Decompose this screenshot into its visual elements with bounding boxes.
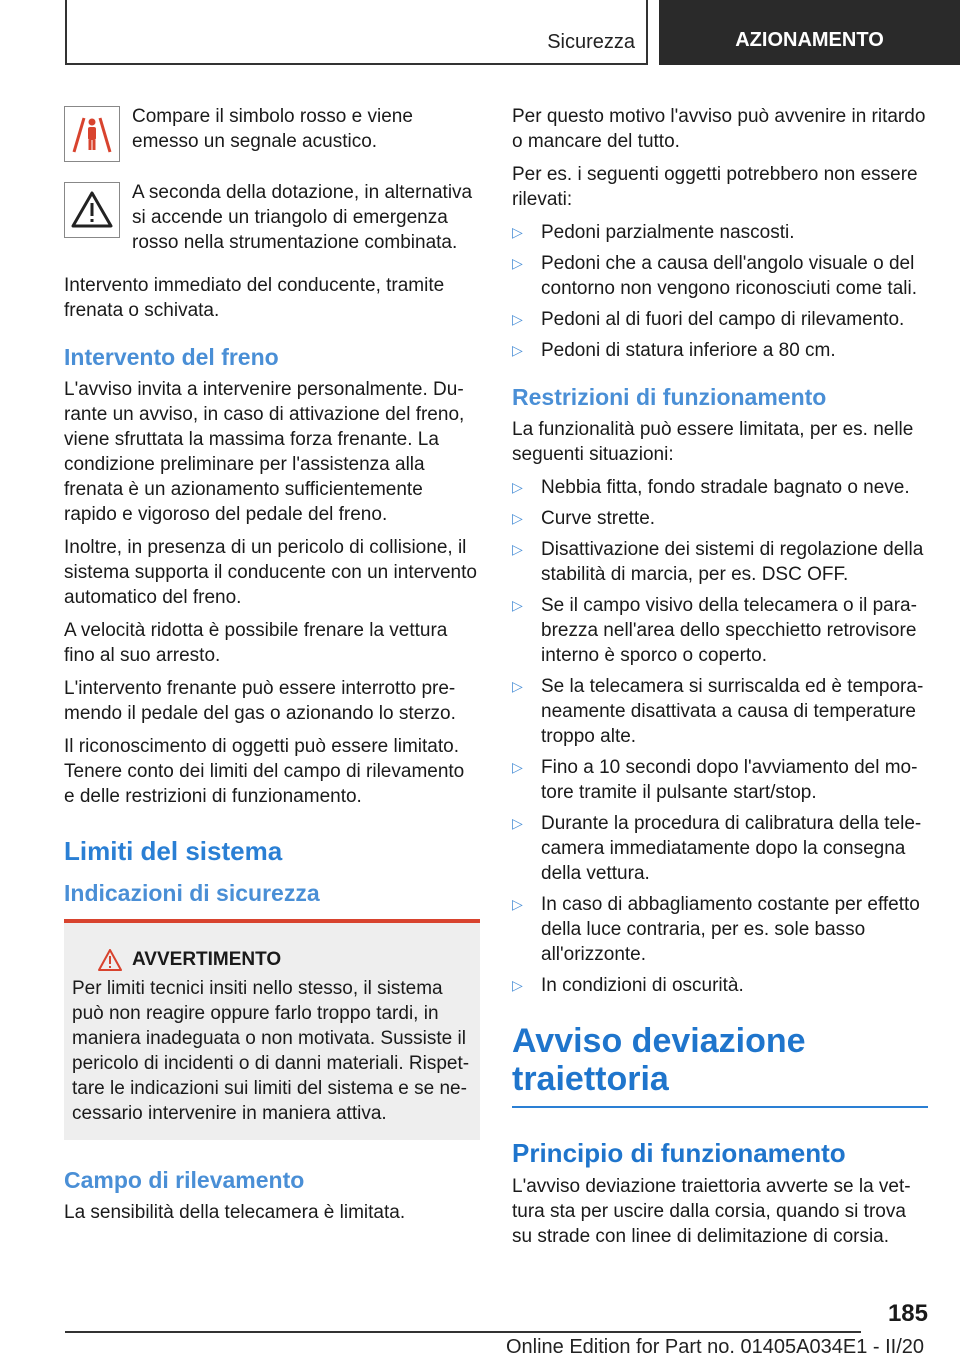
warning-small-icon (98, 949, 122, 971)
freno-paragraph-3: A velocità ridotta è possibile frenare la vettura fino al suo arresto. (64, 620, 448, 666)
triangle-bullet-icon: ▷ (512, 597, 523, 613)
header-underline (65, 63, 648, 65)
undetected-objects-list (512, 220, 928, 363)
warning-title-row (98, 947, 470, 972)
header-chapter-tab: AZIONAMENTO (659, 0, 960, 65)
pedestrian-warning-row (64, 104, 480, 162)
right-paragraph-2: Per es. i seguenti oggetti potrebbero non essere rilevati: (512, 164, 918, 210)
freno-paragraph-1: L'avviso invita a intervenire personalmente. Durante un avviso, in caso di attivazione del freno, viene sfruttata la massima forza frenante. La condizione preliminare per l'assistenza alla frenata è un azionamento sufficientemente rapido e vigoroso del pedale del freno. (64, 379, 465, 525)
heading-principio: Principio di funzionamento (512, 1138, 846, 1168)
triangle-bullet-icon: ▷ (512, 678, 523, 694)
icon2-text: A seconda della dotazione, in alternativa si accende un triangolo di emergenza rosso nella strumentazione combinata. (132, 182, 473, 253)
heading-rule (512, 1106, 928, 1108)
warning-text: Per limiti tecnici insiti nello stesso, il sistema può non reagire oppure farlo troppo tardi, in maniera inadeguata o non motivata. Sussiste il pericolo di incidenti o di danni materiali. Rispettare le indicazioni sui limiti del sistema e se necessario intervenire in maniera attiva. (72, 978, 470, 1124)
footer-edition: Online Edition for Part no. 01405A034E1 - II/20 (505, 1336, 924, 1358)
list-item: ▷ Se la telecamera si surriscalda ed è temporaneamente disattivata a causa di temperature troppo alte. (512, 676, 924, 747)
list-item: ▷ In condizioni di oscurità. (512, 975, 744, 996)
list-item: ▷ Curve strette. (512, 508, 656, 529)
campo-text: La sensibilità della telecamera è limitata. (64, 1202, 406, 1223)
heading-avviso-deviazione: Avviso deviazione traiettoria (512, 1022, 806, 1098)
freno-paragraph-5: Il riconoscimento di oggetti può essere limitato. Tenere conto dei limiti del campo di rilevamento e delle restrizioni di funzionamento. (64, 736, 465, 807)
list-item: ▷ Nebbia fitta, fondo stradale bagnato o neve. (512, 477, 910, 498)
triangle-bullet-icon: ▷ (512, 311, 523, 327)
list-item: ▷ Se il campo visivo della telecamera o il parabrezza nell'area dello specchietto retrovisore interno è sporco o coperto. (512, 595, 917, 666)
header-right-border (646, 0, 648, 65)
header-left-border (65, 0, 67, 65)
right-paragraph-4: L'avviso deviazione traiettoria avverte se la vettura sta per uscire dalla corsia, quando si trova su strade con linee di delimitazione di corsia. (512, 1176, 911, 1247)
list-item: ▷ Fino a 10 secondi dopo l'avviamento del motore tramite il pulsante start/stop. (512, 757, 918, 803)
restrictions-list (512, 475, 928, 998)
list-item: ▷ In caso di abbagliamento costante per effetto della luce contraria, per es. sole basso all'orizzonte. (512, 894, 920, 965)
triangle-bullet-icon: ▷ (512, 759, 523, 775)
right-paragraph-1: Per questo motivo l'avviso può avvenire in ritardo o mancare del tutto. (512, 106, 926, 152)
list-item: ▷ Disattivazione dei sistemi di regolazione della stabilità di marcia, per es. DSC OFF. (512, 539, 924, 585)
footer-rule (65, 1331, 861, 1333)
warning-box (64, 919, 480, 1140)
triangle-bullet-icon: ▷ (512, 896, 523, 912)
warning-title: AVVERTIMENTO (132, 949, 282, 970)
heading-restrizioni: Restrizioni di funzionamento (512, 384, 827, 410)
triangle-bullet-icon: ▷ (512, 977, 523, 993)
warning-triangle-icon (64, 182, 120, 238)
triangle-bullet-icon: ▷ (512, 342, 523, 358)
list-item: ▷ Pedoni parzialmente nascosti. (512, 222, 795, 243)
icon1-text: Compare il simbolo rosso e viene emesso un segnale acustico. (132, 106, 413, 152)
list-item: ▷ Pedoni di statura inferiore a 80 cm. (512, 340, 836, 361)
right-column (512, 104, 928, 1257)
right-paragraph-3: La funzionalità può essere limitata, per es. nelle seguenti situazioni: (512, 419, 914, 465)
list-item: ▷ Pedoni al di fuori del campo di rilevamento. (512, 309, 905, 330)
pedestrian-warning-icon (64, 106, 120, 162)
triangle-bullet-icon: ▷ (512, 541, 523, 557)
page-number: 185 (887, 1300, 928, 1327)
intervento-text: Intervento immediato del conducente, tramite frenata o schivata. (64, 275, 445, 321)
header-section-title: Sicurezza (547, 31, 635, 53)
triangle-bullet-icon: ▷ (512, 255, 523, 271)
freno-paragraph-4: L'intervento frenante può essere interrotto premendo il pedale del gas o azionando lo sterzo. (64, 678, 456, 724)
heading-limiti-sistema: Limiti del sistema (64, 836, 283, 866)
triangle-bullet-icon: ▷ (512, 815, 523, 831)
triangle-bullet-icon: ▷ (512, 479, 523, 495)
triangle-bullet-icon: ▷ (512, 510, 523, 526)
list-item: ▷ Durante la procedura di calibratura della telecamera immediatamente dopo la consegna della vettura. (512, 813, 922, 884)
freno-paragraph-2: Inoltre, in presenza di un pericolo di collisione, il sistema supporta il conducente con un intervento automatico del freno. (64, 537, 477, 608)
triangle-bullet-icon: ▷ (512, 224, 523, 240)
heading-indicazioni-sicurezza: Indicazioni di sicurezza (64, 880, 320, 906)
list-item: ▷ Pedoni che a causa dell'angolo visuale o del contorno non vengono riconosciuti come tali. (512, 253, 918, 299)
left-column (64, 104, 480, 1233)
heading-campo-rilevamento: Campo di rilevamento (64, 1167, 305, 1193)
heading-intervento-freno: Intervento del freno (64, 344, 279, 370)
triangle-warning-row (64, 180, 480, 255)
